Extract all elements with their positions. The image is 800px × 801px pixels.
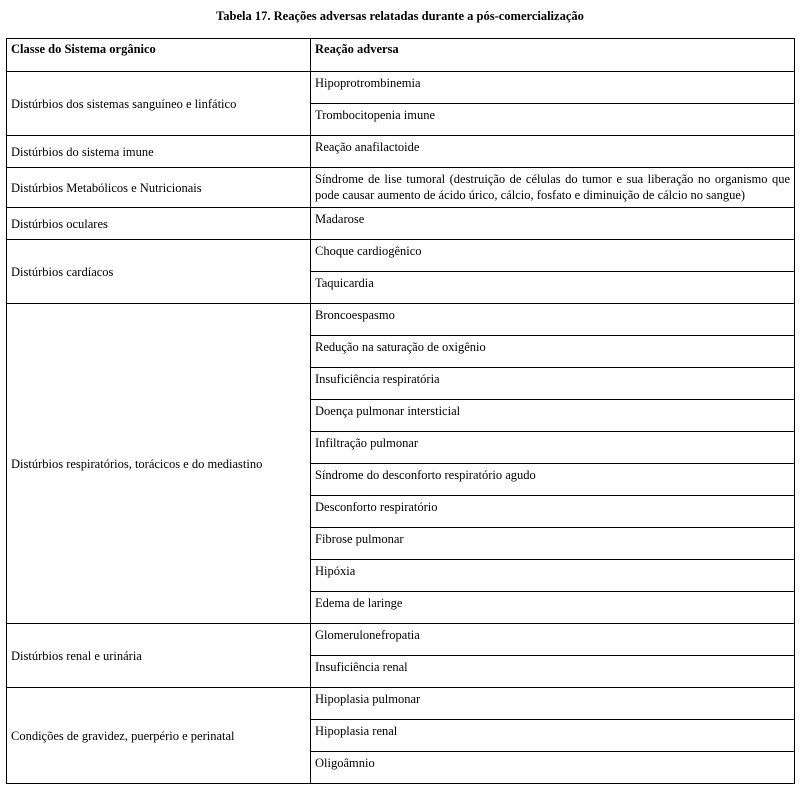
adverse-reaction-cell: Oligoâmnio — [311, 752, 795, 784]
table-body — [7, 72, 795, 784]
table-row — [7, 136, 795, 168]
adverse-reaction-cell: Infiltração pulmonar — [311, 432, 795, 464]
header-reaction: Reação adversa — [311, 39, 795, 72]
adverse-reaction-cell: Hipoprotrombinemia — [311, 72, 795, 104]
table-row — [7, 304, 795, 336]
adverse-reaction-cell: Síndrome de lise tumoral (destruição de células do tumor e sua liberação no organismo que pode causar aumento de ácido úrico, cálcio, fosfato e diminuição de cálcio no sangue) — [311, 168, 795, 208]
adverse-reaction-cell: Broncoespasmo — [311, 304, 795, 336]
adverse-reaction-cell: Fibrose pulmonar — [311, 528, 795, 560]
table-row — [7, 72, 795, 104]
organ-class-cell: Distúrbios Metabólicos e Nutricionais — [7, 168, 311, 208]
organ-class-cell: Distúrbios renal e urinária — [7, 624, 311, 688]
adverse-reactions-table — [6, 38, 795, 784]
organ-class-cell: Distúrbios dos sistemas sanguíneo e linfático — [7, 72, 311, 136]
adverse-reaction-cell: Insuficiência renal — [311, 656, 795, 688]
organ-class-cell: Distúrbios do sistema imune — [7, 136, 311, 168]
table-row — [7, 168, 795, 208]
organ-class-cell: Distúrbios cardíacos — [7, 240, 311, 304]
table-row — [7, 688, 795, 720]
organ-class-cell: Distúrbios respiratórios, torácicos e do mediastino — [7, 304, 311, 624]
header-row — [7, 39, 795, 72]
adverse-reaction-cell: Taquicardia — [311, 272, 795, 304]
adverse-reaction-cell: Redução na saturação de oxigênio — [311, 336, 795, 368]
table-row — [7, 240, 795, 272]
adverse-reaction-cell: Edema de laringe — [311, 592, 795, 624]
adverse-reaction-cell: Madarose — [311, 208, 795, 240]
adverse-reaction-cell: Trombocitopenia imune — [311, 104, 795, 136]
adverse-reaction-cell: Doença pulmonar intersticial — [311, 400, 795, 432]
adverse-reaction-cell: Desconforto respiratório — [311, 496, 795, 528]
adverse-reaction-cell: Síndrome do desconforto respiratório agudo — [311, 464, 795, 496]
adverse-reaction-cell: Insuficiência respiratória — [311, 368, 795, 400]
adverse-reaction-cell: Reação anafilactoide — [311, 136, 795, 168]
adverse-reaction-cell: Hipoplasia renal — [311, 720, 795, 752]
table-row — [7, 624, 795, 656]
table-row — [7, 208, 795, 240]
organ-class-cell: Distúrbios oculares — [7, 208, 311, 240]
organ-class-cell: Condições de gravidez, puerpério e perinatal — [7, 688, 311, 784]
adverse-reaction-cell: Hipoplasia pulmonar — [311, 688, 795, 720]
adverse-reaction-cell: Glomerulonefropatia — [311, 624, 795, 656]
adverse-reaction-cell: Hipóxia — [311, 560, 795, 592]
header-class: Classe do Sistema orgânico — [7, 39, 311, 72]
table-title: Tabela 17. Reações adversas relatadas durante a pós-comercialização — [216, 9, 584, 23]
adverse-reaction-cell: Choque cardiogênico — [311, 240, 795, 272]
